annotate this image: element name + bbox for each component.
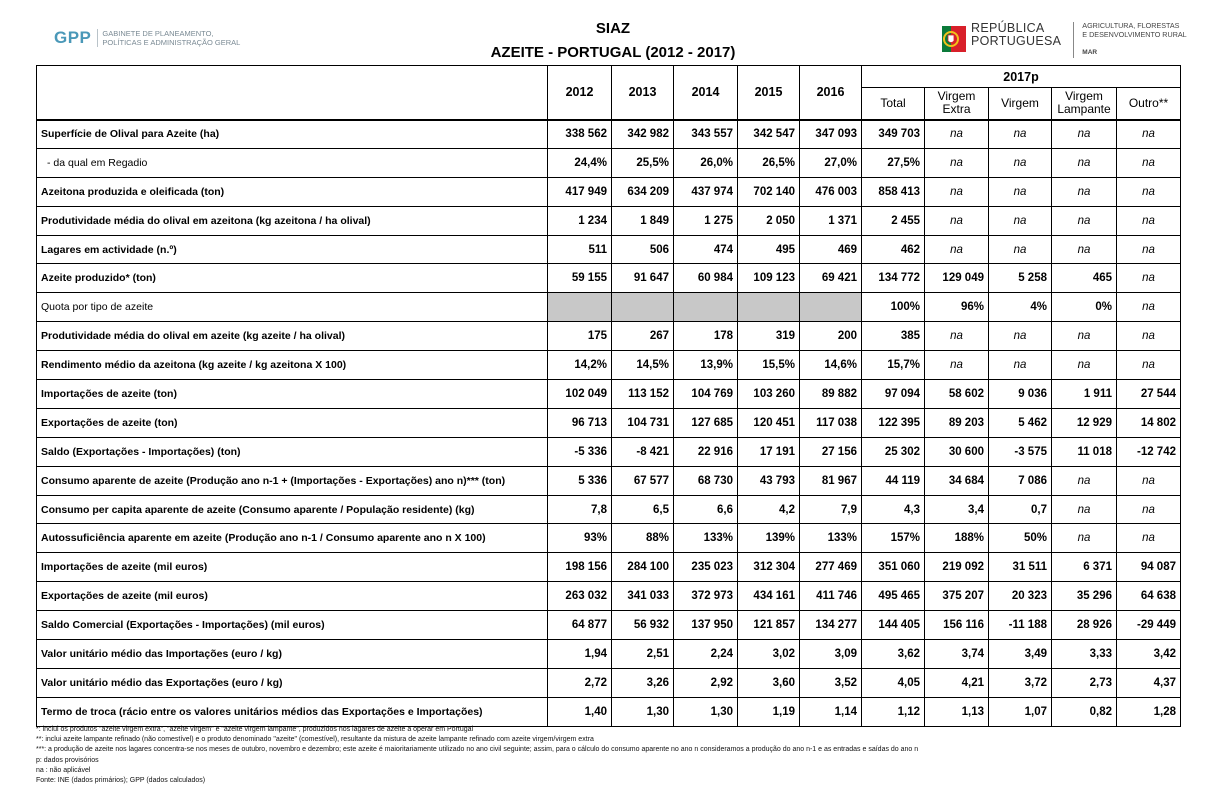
table-row [37, 524, 1181, 553]
gpp-logo-mark: GPP [54, 28, 92, 47]
table-row [37, 611, 1181, 640]
value-cell: 93% [548, 524, 612, 553]
value-cell: 4,05 [862, 668, 925, 697]
not-applicable-cell: na [1117, 206, 1181, 235]
value-cell: -12 742 [1117, 437, 1181, 466]
empty-shaded-cell [612, 293, 674, 322]
table-row [37, 148, 1181, 177]
not-applicable-cell: na [989, 206, 1052, 235]
row-label: Produtividade média do olival em azeite (kg azeite / ha olival) [37, 322, 548, 351]
value-cell: 3,02 [738, 640, 800, 669]
logo-divider [1073, 22, 1074, 58]
value-cell: 1 371 [800, 206, 862, 235]
value-cell: 0% [1052, 293, 1117, 322]
value-cell: 14 802 [1117, 408, 1181, 437]
value-cell: 67 577 [612, 466, 674, 495]
row-label: Importações de azeite (ton) [37, 380, 548, 409]
olive-oil-statistics-table [36, 65, 1181, 727]
not-applicable-cell: na [1052, 351, 1117, 380]
row-label: Consumo per capita aparente de azeite (Consumo aparente / População residente) (kg) [37, 495, 548, 524]
value-cell: 474 [674, 235, 738, 264]
not-applicable-cell: na [1052, 235, 1117, 264]
value-cell: 319 [738, 322, 800, 351]
value-cell: 1 849 [612, 206, 674, 235]
value-cell: 17 191 [738, 437, 800, 466]
value-cell: 1,14 [800, 697, 862, 726]
value-cell: 13,9% [674, 351, 738, 380]
value-cell: 89 203 [925, 408, 989, 437]
value-cell: 35 296 [1052, 582, 1117, 611]
value-cell: 219 092 [925, 553, 989, 582]
footnote-line: *: inclui os produtos "azeite virgem extra", "azeite virgem" e "azeite virgem lampante", produzidos nos lagares de azeite a operar em Portugal [36, 726, 474, 733]
value-cell: 178 [674, 322, 738, 351]
value-cell: 25,5% [612, 148, 674, 177]
table-row [37, 466, 1181, 495]
table-row [37, 408, 1181, 437]
value-cell: 27,5% [862, 148, 925, 177]
row-label: Autossuficiência aparente em azeite (Produção ano n-1 / Consumo aparente ano n X 100) [37, 524, 548, 553]
not-applicable-cell: na [1052, 177, 1117, 206]
value-cell: 28 926 [1052, 611, 1117, 640]
value-cell: 341 033 [612, 582, 674, 611]
value-cell: 495 [738, 235, 800, 264]
value-cell: 6,5 [612, 495, 674, 524]
not-applicable-cell: na [1117, 293, 1181, 322]
value-cell: 1 275 [674, 206, 738, 235]
value-cell: 263 032 [548, 582, 612, 611]
page-title: SIAZ [595, 20, 631, 37]
row-label: Superfície de Olival para Azeite (ha) [37, 120, 548, 149]
value-cell: 385 [862, 322, 925, 351]
not-applicable-cell: na [989, 351, 1052, 380]
republica-portuguesa-logo [941, 22, 1187, 58]
value-cell: 137 950 [674, 611, 738, 640]
value-cell: 64 638 [1117, 582, 1181, 611]
value-cell: 122 395 [862, 408, 925, 437]
value-cell: 437 974 [674, 177, 738, 206]
value-cell: 1,30 [612, 697, 674, 726]
value-cell: 1,12 [862, 697, 925, 726]
value-cell: 1,13 [925, 697, 989, 726]
value-cell: -11 188 [989, 611, 1052, 640]
value-cell: 58 602 [925, 380, 989, 409]
empty-shaded-cell [674, 293, 738, 322]
value-cell: 120 451 [738, 408, 800, 437]
table-row [37, 177, 1181, 206]
value-cell: 3,49 [989, 640, 1052, 669]
not-applicable-cell: na [989, 177, 1052, 206]
value-cell: 103 260 [738, 380, 800, 409]
not-applicable-cell: na [989, 120, 1052, 149]
value-cell: 1,07 [989, 697, 1052, 726]
not-applicable-cell: na [989, 235, 1052, 264]
value-cell: 27 156 [800, 437, 862, 466]
subcolumn-header: Total [862, 88, 925, 120]
value-cell: 64 877 [548, 611, 612, 640]
value-cell: 5 258 [989, 264, 1052, 293]
value-cell: 7,8 [548, 495, 612, 524]
table-row [37, 351, 1181, 380]
value-cell: 434 161 [738, 582, 800, 611]
value-cell: 1,19 [738, 697, 800, 726]
value-cell: 4,21 [925, 668, 989, 697]
value-cell: 312 304 [738, 553, 800, 582]
value-cell: 634 209 [612, 177, 674, 206]
footnote-line: ***: a produção de azeite nos lagares concentra-se nos meses de outubro, novembro e dezembro; este azeite é maioritariamente utilizado no ano civil seguinte; assim, para o cálculo do consumo aparente no ano n consideramos a produção do ano n-1 e as entradas e saídas do ano n [36, 746, 919, 754]
ministry-line1: AGRICULTURA, FLORESTAS [1082, 21, 1180, 30]
value-cell: 1,40 [548, 697, 612, 726]
not-applicable-cell: na [1117, 148, 1181, 177]
not-applicable-cell: na [1052, 148, 1117, 177]
not-applicable-cell: na [1052, 322, 1117, 351]
year-header: 2012 [548, 66, 612, 120]
value-cell: 134 277 [800, 611, 862, 640]
row-label: Saldo Comercial (Exportações - Importações) (mil euros) [37, 611, 548, 640]
value-cell: 59 155 [548, 264, 612, 293]
table-row [37, 553, 1181, 582]
value-cell: 267 [612, 322, 674, 351]
subcolumn-header: Virgem Extra [925, 88, 989, 120]
value-cell: 4,3 [862, 495, 925, 524]
value-cell: -5 336 [548, 437, 612, 466]
republica-portuguesa-text [971, 22, 1061, 48]
table-row [37, 293, 1181, 322]
value-cell: 97 094 [862, 380, 925, 409]
value-cell: 121 857 [738, 611, 800, 640]
value-cell: 30 600 [925, 437, 989, 466]
value-cell: 14,5% [612, 351, 674, 380]
value-cell: 31 511 [989, 553, 1052, 582]
value-cell: 417 949 [548, 177, 612, 206]
value-cell: 1,28 [1117, 697, 1181, 726]
value-cell: 347 093 [800, 120, 862, 149]
table-row [37, 668, 1181, 697]
value-cell: -8 421 [612, 437, 674, 466]
value-cell: 200 [800, 322, 862, 351]
value-cell: 15,5% [738, 351, 800, 380]
table-row [37, 120, 1181, 149]
value-cell: 43 793 [738, 466, 800, 495]
table-row [37, 380, 1181, 409]
value-cell: 56 932 [612, 611, 674, 640]
value-cell: 351 060 [862, 553, 925, 582]
page-header [0, 0, 1226, 66]
label-header-cell [37, 66, 548, 120]
value-cell: 188% [925, 524, 989, 553]
not-applicable-cell: na [1117, 264, 1181, 293]
table-row [37, 206, 1181, 235]
value-cell: 0,7 [989, 495, 1052, 524]
not-applicable-cell: na [925, 235, 989, 264]
value-cell: 113 152 [612, 380, 674, 409]
value-cell: 277 469 [800, 553, 862, 582]
empty-shaded-cell [800, 293, 862, 322]
footnote-line: na : não aplicável [36, 766, 91, 774]
value-cell: 88% [612, 524, 674, 553]
value-cell: 3,62 [862, 640, 925, 669]
row-label: Produtividade média do olival em azeitona (kg azeitona / ha olival) [37, 206, 548, 235]
value-cell: 14,2% [548, 351, 612, 380]
row-label: Valor unitário médio das Importações (euro / kg) [37, 640, 548, 669]
value-cell: 96% [925, 293, 989, 322]
value-cell: 349 703 [862, 120, 925, 149]
row-label: Rendimento médio da azeitona (kg azeite / kg azeitona X 100) [37, 351, 548, 380]
value-cell: 24,4% [548, 148, 612, 177]
table-row [37, 235, 1181, 264]
not-applicable-cell: na [1117, 177, 1181, 206]
value-cell: 3,74 [925, 640, 989, 669]
value-cell: 157% [862, 524, 925, 553]
value-cell: 134 772 [862, 264, 925, 293]
value-cell: 5 462 [989, 408, 1052, 437]
row-label: Exportações de azeite (ton) [37, 408, 548, 437]
subcolumn-header: Virgem [989, 88, 1052, 120]
value-cell: 100% [862, 293, 925, 322]
row-label: Termo de troca (rácio entre os valores unitários médios das Exportações e Importações) [37, 697, 548, 726]
value-cell: 4,37 [1117, 668, 1181, 697]
value-cell: 133% [800, 524, 862, 553]
row-label: Quota por tipo de azeite [37, 293, 548, 322]
empty-shaded-cell [738, 293, 800, 322]
value-cell: 375 207 [925, 582, 989, 611]
value-cell: 2,73 [1052, 668, 1117, 697]
table-row [37, 582, 1181, 611]
value-cell: 7 086 [989, 466, 1052, 495]
row-label: Lagares em actividade (n.º) [37, 235, 548, 264]
value-cell: 284 100 [612, 553, 674, 582]
value-cell: 9 036 [989, 380, 1052, 409]
value-cell: 1,94 [548, 640, 612, 669]
value-cell: 3,52 [800, 668, 862, 697]
value-cell: 104 769 [674, 380, 738, 409]
value-cell: 342 982 [612, 120, 674, 149]
not-applicable-cell: na [1052, 524, 1117, 553]
value-cell: 156 116 [925, 611, 989, 640]
value-cell: 462 [862, 235, 925, 264]
value-cell: 4,2 [738, 495, 800, 524]
row-label: Azeitona produzida e oleificada (ton) [37, 177, 548, 206]
value-cell: 2,51 [612, 640, 674, 669]
row-label: Consumo aparente de azeite (Produção ano n-1 + (Importações - Exportações) ano n)*** (ton) [37, 466, 548, 495]
year-header: 2013 [612, 66, 674, 120]
value-cell: 44 119 [862, 466, 925, 495]
value-cell: 60 984 [674, 264, 738, 293]
value-cell: 133% [674, 524, 738, 553]
value-cell: 22 916 [674, 437, 738, 466]
not-applicable-cell: na [1117, 495, 1181, 524]
value-cell: 5 336 [548, 466, 612, 495]
ministry-caption [1082, 22, 1186, 58]
year-header: 2016 [800, 66, 862, 120]
row-label: Azeite produzido* (ton) [37, 264, 548, 293]
table-row [37, 322, 1181, 351]
value-cell: 102 049 [548, 380, 612, 409]
value-cell: 343 557 [674, 120, 738, 149]
value-cell: 25 302 [862, 437, 925, 466]
value-cell: 3,26 [612, 668, 674, 697]
value-cell: 2 050 [738, 206, 800, 235]
value-cell: 372 973 [674, 582, 738, 611]
year-2017-header: 2017p [862, 66, 1181, 88]
value-cell: 94 087 [1117, 553, 1181, 582]
value-cell: 198 156 [548, 553, 612, 582]
republica-line1: REPÚBLICA [971, 21, 1045, 35]
row-label: Valor unitário médio das Exportações (euro / kg) [37, 668, 548, 697]
year-header: 2014 [674, 66, 738, 120]
value-cell: 96 713 [548, 408, 612, 437]
not-applicable-cell: na [1117, 351, 1181, 380]
value-cell: 469 [800, 235, 862, 264]
value-cell: 342 547 [738, 120, 800, 149]
value-cell: 858 413 [862, 177, 925, 206]
subcolumn-header: Outro** [1117, 88, 1181, 120]
table-body [37, 120, 1181, 727]
not-applicable-cell: na [1117, 235, 1181, 264]
value-cell: 3,60 [738, 668, 800, 697]
row-label: Exportações de azeite (mil euros) [37, 582, 548, 611]
value-cell: 2,72 [548, 668, 612, 697]
value-cell: 235 023 [674, 553, 738, 582]
value-cell: 27,0% [800, 148, 862, 177]
value-cell: 15,7% [862, 351, 925, 380]
value-cell: 3,4 [925, 495, 989, 524]
value-cell: 27 544 [1117, 380, 1181, 409]
ministry-line3: MAR [1082, 49, 1098, 56]
value-cell: 702 140 [738, 177, 800, 206]
table-row [37, 264, 1181, 293]
table-row [37, 697, 1181, 726]
not-applicable-cell: na [989, 322, 1052, 351]
value-cell: 26,0% [674, 148, 738, 177]
value-cell: 338 562 [548, 120, 612, 149]
value-cell: 109 123 [738, 264, 800, 293]
empty-shaded-cell [548, 293, 612, 322]
value-cell: 89 882 [800, 380, 862, 409]
value-cell: 4% [989, 293, 1052, 322]
value-cell: 495 465 [862, 582, 925, 611]
value-cell: 34 684 [925, 466, 989, 495]
value-cell: 117 038 [800, 408, 862, 437]
value-cell: 50% [989, 524, 1052, 553]
value-cell: 14,6% [800, 351, 862, 380]
footnote-line: Fonte: INE (dados primários); GPP (dados calculados) [36, 777, 206, 785]
value-cell: 3,09 [800, 640, 862, 669]
year-header: 2015 [738, 66, 800, 120]
value-cell: 129 049 [925, 264, 989, 293]
value-cell: 1 234 [548, 206, 612, 235]
value-cell: 3,33 [1052, 640, 1117, 669]
value-cell: 91 647 [612, 264, 674, 293]
value-cell: 69 421 [800, 264, 862, 293]
value-cell: 7,9 [800, 495, 862, 524]
footnote-line: **: inclui azeite lampante refinado (não comestível) e o produto denominado "azeite" (comestível), resultante da mistura de azeite lampante refinado com azeite virgem/virgem extra [36, 736, 594, 744]
row-label: Saldo (Exportações - Importações) (ton) [37, 437, 548, 466]
value-cell: 139% [738, 524, 800, 553]
value-cell: 12 929 [1052, 408, 1117, 437]
value-cell: 144 405 [862, 611, 925, 640]
not-applicable-cell: na [925, 351, 989, 380]
not-applicable-cell: na [1052, 466, 1117, 495]
gpp-logo-line2: POLÍTICAS E ADMINISTRAÇÃO GERAL [102, 38, 241, 47]
value-cell: 11 018 [1052, 437, 1117, 466]
not-applicable-cell: na [925, 148, 989, 177]
value-cell: 2,92 [674, 668, 738, 697]
value-cell: 476 003 [800, 177, 862, 206]
footnotes [36, 725, 1186, 786]
value-cell: 2 455 [862, 206, 925, 235]
value-cell: 465 [1052, 264, 1117, 293]
value-cell: 26,5% [738, 148, 800, 177]
table-row [37, 495, 1181, 524]
value-cell: 3,72 [989, 668, 1052, 697]
value-cell: 0,82 [1052, 697, 1117, 726]
value-cell: 81 967 [800, 466, 862, 495]
value-cell: 2,24 [674, 640, 738, 669]
gpp-logo-line1: GABINETE DE PLANEAMENTO, [102, 29, 214, 38]
table-row [37, 640, 1181, 669]
not-applicable-cell: na [1117, 322, 1181, 351]
ministry-line2: E DESENVOLVIMENTO RURAL [1082, 29, 1187, 39]
value-cell: 506 [612, 235, 674, 264]
not-applicable-cell: na [1052, 495, 1117, 524]
not-applicable-cell: na [1052, 120, 1117, 149]
value-cell: -3 575 [989, 437, 1052, 466]
value-cell: -29 449 [1117, 611, 1181, 640]
not-applicable-cell: na [925, 322, 989, 351]
not-applicable-cell: na [1117, 120, 1181, 149]
value-cell: 20 323 [989, 582, 1052, 611]
not-applicable-cell: na [925, 177, 989, 206]
value-cell: 104 731 [612, 408, 674, 437]
value-cell: 127 685 [674, 408, 738, 437]
value-cell: 511 [548, 235, 612, 264]
value-cell: 411 746 [800, 582, 862, 611]
not-applicable-cell: na [925, 206, 989, 235]
page-subtitle: AZEITE - PORTUGAL (2012 - 2017) [490, 44, 736, 61]
value-cell: 6 371 [1052, 553, 1117, 582]
not-applicable-cell: na [925, 120, 989, 149]
row-label: Importações de azeite (mil euros) [37, 553, 548, 582]
row-label: - da qual em Regadio [37, 148, 548, 177]
value-cell: 175 [548, 322, 612, 351]
subcolumn-header: Virgem Lampante [1052, 88, 1117, 120]
not-applicable-cell: na [1052, 206, 1117, 235]
republica-line2: PORTUGUESA [971, 34, 1062, 48]
value-cell: 1 911 [1052, 380, 1117, 409]
not-applicable-cell: na [989, 148, 1052, 177]
value-cell: 3,42 [1117, 640, 1181, 669]
table-row [37, 437, 1181, 466]
footnote-line: p: dados provisórios [36, 756, 99, 764]
coat-of-arms-icon [941, 22, 967, 56]
value-cell: 68 730 [674, 466, 738, 495]
not-applicable-cell: na [1117, 466, 1181, 495]
value-cell: 1,30 [674, 697, 738, 726]
not-applicable-cell: na [1117, 524, 1181, 553]
value-cell: 6,6 [674, 495, 738, 524]
